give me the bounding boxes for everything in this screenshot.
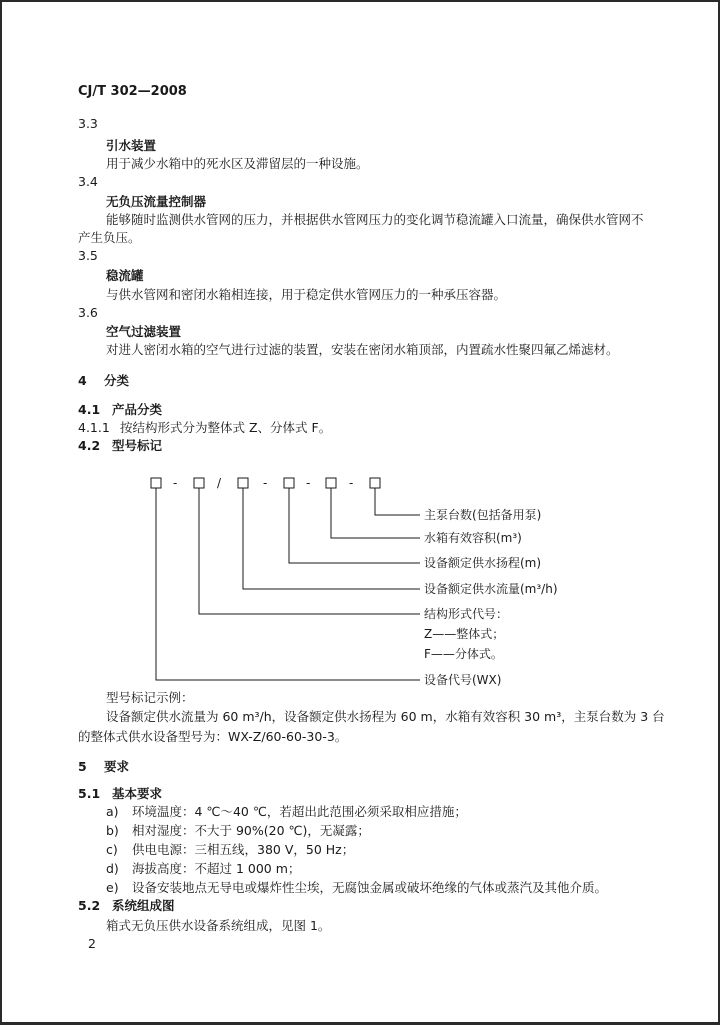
structure-label: 结构形式代号： xyxy=(424,607,509,621)
list-item: 相对湿度：不大于 90%(20 ℃)，无凝露； xyxy=(132,823,370,838)
section-title: 产品分类 xyxy=(112,402,163,417)
pumps-label: 主泵台数(包括备用泵) xyxy=(424,508,542,522)
separator: - xyxy=(349,476,354,490)
flow-label: 设备额定供水流量(m³/h) xyxy=(424,582,558,596)
list-marker: b) xyxy=(106,823,119,838)
section-number: 3.5 xyxy=(78,248,98,263)
code-label: 设备代号(WX) xyxy=(424,673,502,687)
term-definition: 用于减少水箱中的死水区及滞留层的一种设施。 xyxy=(106,156,369,171)
chapter-title: 分类 xyxy=(104,373,130,388)
clause-text: 按结构形式分为整体式 Z、分体式 F。 xyxy=(120,420,332,435)
list-item: 供电电源：三相五线，380 V，50 Hz； xyxy=(132,842,355,857)
section-title: 基本要求 xyxy=(112,786,163,801)
term-definition: 对进人密闭水箱的空气进行过滤的装置，安装在密闭水箱顶部，内置疏水性聚四氟乙烯滤材。 xyxy=(106,342,619,357)
section-text: 箱式无负压供水设备系统组成，见图 1。 xyxy=(106,918,331,933)
page-number: 2 xyxy=(88,936,96,951)
volume-box xyxy=(326,478,336,488)
term-definition: 与供水管网和密闭水箱相连接，用于稳定供水管网压力的一种承压容器。 xyxy=(106,287,507,302)
code-box xyxy=(151,478,161,488)
structure-box xyxy=(194,478,204,488)
term-title: 无负压流量控制器 xyxy=(106,194,207,209)
section-number: 3.4 xyxy=(78,174,98,189)
standard-number: CJ/T 302—2008 xyxy=(78,84,187,99)
chapter-title: 要求 xyxy=(104,759,130,774)
list-item: 设备安装地点无导电或爆炸性尘埃，无腐蚀金属或破坏绝缘的气体或蒸汽及其他介质。 xyxy=(132,880,608,895)
structure-f-label: F——分体式。 xyxy=(424,647,503,661)
head-label: 设备额定供水扬程(m) xyxy=(424,556,542,570)
term-definition: 能够随时监测供水管网的压力，并根据供水管网压力的变化调节稳流罐入口流量，确保供水管网不 xyxy=(106,212,644,227)
section-title: 型号标记 xyxy=(112,438,163,453)
flow-box xyxy=(238,478,248,488)
term-title: 引水装置 xyxy=(106,138,157,153)
list-marker: e) xyxy=(106,880,119,895)
example-line-2: 的整体式供水设备型号为：WX-Z/60-60-30-3。 xyxy=(78,729,348,744)
term-title: 空气过滤装置 xyxy=(106,324,182,339)
volume-label: 水箱有效容积(m³) xyxy=(424,531,522,545)
list-item: 环境温度：4 ℃～40 ℃，若超出此范围必须采取相应措施； xyxy=(132,804,467,819)
list-marker: c) xyxy=(106,842,118,857)
separator: - xyxy=(306,476,311,490)
example-intro: 型号标记示例： xyxy=(106,690,194,705)
section-number: 5.2 xyxy=(78,898,101,913)
separator: - xyxy=(173,476,178,490)
chapter-number: 4 xyxy=(78,373,87,388)
list-marker: a) xyxy=(106,804,119,819)
head-box xyxy=(284,478,294,488)
pumps-leader xyxy=(375,488,420,515)
term-title: 稳流罐 xyxy=(106,268,144,283)
section-number: 3.3 xyxy=(78,116,98,131)
term-definition-cont: 产生负压。 xyxy=(78,230,141,245)
section-number: 5.1 xyxy=(78,786,101,801)
list-marker: d) xyxy=(106,861,119,876)
separator: / xyxy=(217,476,222,490)
code-leader xyxy=(156,488,420,680)
example-line-1: 设备额定供水流量为 60 m³/h，设备额定供水扬程为 60 m，水箱有效容积 30 m³，主泵台数为 3 台 xyxy=(106,709,665,724)
chapter-number: 5 xyxy=(78,759,87,774)
section-number: 4.2 xyxy=(78,438,101,453)
clause-number: 4.1.1 xyxy=(78,420,110,435)
structure-leader xyxy=(199,488,420,614)
list-item: 海拔高度：不超过 1 000 m； xyxy=(132,861,301,876)
head-leader xyxy=(289,488,420,563)
section-number: 3.6 xyxy=(78,305,98,320)
section-number: 4.1 xyxy=(78,402,101,417)
separator: - xyxy=(263,476,268,490)
structure-z-label: Z——整体式； xyxy=(424,627,505,641)
pumps-box xyxy=(370,478,380,488)
section-title: 系统组成图 xyxy=(112,898,175,913)
